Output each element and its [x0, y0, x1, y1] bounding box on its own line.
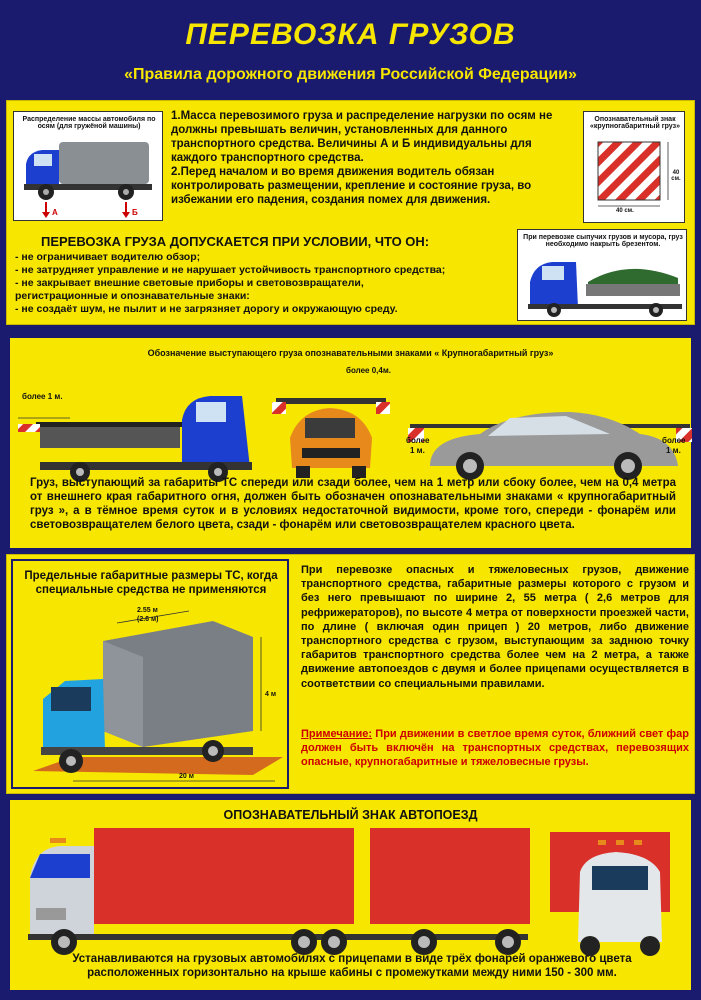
dimensions-diagram — [11, 559, 289, 789]
label-more-right: более — [662, 436, 686, 445]
page-title: ПЕРЕВОЗКА ГРУЗОВ — [185, 18, 516, 51]
dim-width-alt-label: (2.6 м) — [137, 616, 159, 623]
axle-label-a: А — [52, 208, 58, 217]
axle-truck-illustration — [14, 112, 164, 222]
rules-panel — [6, 100, 695, 325]
dim-length-label: 20 м — [179, 773, 194, 780]
label-more-left-1m: 1 м. — [410, 446, 425, 455]
dimensions-text: При перевозке опасных и тяжеловесных грузов, движение транспортного средства, габаритные размеры которого с грузом и без него превышают по ширине 2, 55 метра ( 2,6 метров для рефрижераторов), по высоте 4 метра от поверхности проезжей части, по длине ( включая один прицеп ) 20 метров, либо движение транспортного средства с грузом, выступающим за заднюю точку габаритов транспортного средства более чем на 2 метра, а также движение автопоездов с двумя и более прицепами осуществляется в соответствии со специальными правилами. — [301, 564, 689, 690]
dim-height-label: 4 м — [265, 691, 277, 698]
bulk-truck-illustration — [518, 230, 688, 322]
axle-diagram — [13, 111, 163, 221]
axle-caption: Распределение массы автомобиля по осям (для гружёной машины) — [22, 116, 156, 130]
dim-width-label: 2.55 м — [137, 607, 158, 614]
conditions-list — [15, 251, 515, 316]
conditions-heading: ПЕРЕВОЗКА ГРУЗА ДОПУСКАЕТСЯ ПРИ УСЛОВИИ, ЧТО ОН: — [41, 234, 430, 249]
axle-label-b: Б — [132, 208, 138, 217]
dimensions-note — [301, 727, 689, 769]
road-train-text: Устанавливаются на грузовых автомобилях с прицепами в виде трёх фонарей оранжевого цвета расположенных горизонтально на крыше кабины с промежутками между ними 150 - 300 мм. — [72, 953, 632, 979]
protruding-vehicles-illustration — [10, 358, 695, 488]
oversize-sign-box — [583, 111, 685, 223]
oversize-sign-height: 40 см. — [671, 170, 681, 182]
bulk-cargo-caption: При перевозке сыпучих грузов и мусора, груз необходимо накрыть брезентом. — [523, 234, 683, 248]
condition-item: - не создаёт шум, не пылит и не загрязняет дорогу и окружающую среду. — [15, 303, 398, 315]
condition-item: - не ограничивает водителю обзор; — [15, 251, 201, 263]
dimensions-heading: Предельные габаритные размеры ТС, когда специальные средства не применяются — [24, 570, 278, 596]
road-train-illustration — [10, 818, 695, 948]
dimensions-panel — [6, 554, 695, 794]
oversize-sign-width: 40 см. — [616, 208, 634, 214]
label-more-right-1m: 1 м. — [666, 446, 681, 455]
label-more-left: более — [406, 436, 430, 445]
dimensions-truck-illustration — [13, 561, 291, 791]
protruding-cargo-panel — [8, 336, 693, 550]
page-subtitle: «Правила дорожного движения Российской Федерации» — [124, 66, 577, 83]
note-label: Примечание: — [301, 728, 373, 740]
oversize-sign-caption: Опознавательный знак «крупногабаритный груз» — [590, 116, 680, 130]
road-train-heading: ОПОЗНАВАТЕЛЬНЫЙ ЗНАК АВТОПОЕЗД — [223, 808, 478, 822]
oversize-sign-icon — [584, 112, 686, 224]
note-text: При движении в светлое время суток, ближний свет фар должен быть включён на транспортных средствах, перевозящих опасные, крупногабаритные и тяжеловесные грузы. — [301, 728, 689, 768]
condition-item: - не затрудняет управление и не нарушает устойчивость транспортного средства; — [15, 264, 446, 276]
protruding-heading: Обозначение выступающего груза опознавательными знаками « Крупногабаритный груз» — [147, 348, 554, 358]
condition-item: регистрационные и опознавательные знаки: — [15, 290, 250, 302]
label-more-04m: более 0,4м. — [346, 366, 391, 375]
condition-item: - не закрывает внешние световые приборы и световозвращатели, — [15, 277, 364, 289]
protruding-text: Груз, выступающий за габариты ТС спереди или сзади более, чем на 1 метр или сбоку более, чем на 0,4 метра от внешнего края габаритного огня, должен быть обозначен опознавательными знаками « крупногабаритный груз », а в тёмное время суток и в условиях недостаточной видимости, кроме того, спереди - фонарём или световозвращателем белого цвета, сзади - фонарём или световозвращателем красного цвета. — [30, 477, 676, 531]
label-more-1m: более 1 м. — [22, 392, 63, 401]
rules-text: 1.Масса перевозимого груза и распределение нагрузки по осям не должны превышать величин, установленных для данного транспортного средства. Величины А и Б индивидуальны для каждого транспортного средства. 2.Перед началом и во время движения водитель обязан контролировать размещении, крепление и состояние груза, во избежании его падения, создания помех для движения. — [171, 110, 553, 206]
bulk-cargo-box — [517, 229, 687, 321]
road-train-panel — [8, 798, 693, 992]
